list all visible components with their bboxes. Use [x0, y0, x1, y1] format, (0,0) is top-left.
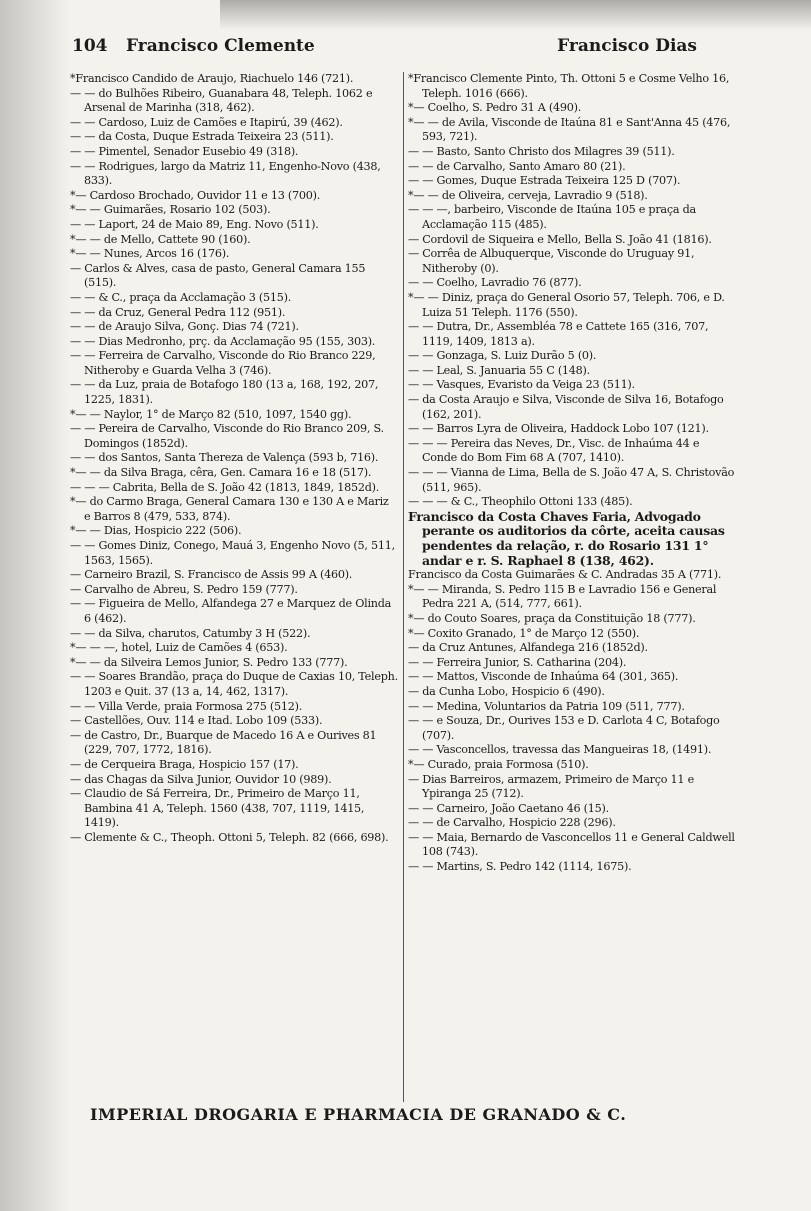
directory-entry: — Dias Barreiros, armazem, Primeiro de Março 11 e Ypiranga 25 (712).: [408, 772, 694, 801]
directory-entry: — — da Luz, praia de Botafogo 180 (13 a, 168, 192, 207, 1225, 1831).: [70, 378, 379, 407]
directory-entry: — — Basto, Santo Christo dos Milagres 39 (511).: [408, 144, 675, 158]
directory-entry: *— Cardoso Brochado, Ouvidor 11 e 13 (700).: [70, 188, 321, 202]
directory-entry: — — — Pereira das Neves, Dr., Visc. de Inhaúma 44 e Conde do Bom Fim 68 A (707, 1410).: [408, 436, 700, 465]
directory-entry: *Francisco Candido de Araujo, Riachuelo 146 (721).: [70, 72, 354, 85]
directory-entry: — — Gomes, Duque Estrada Teixeira 125 D (707).: [408, 174, 681, 188]
directory-entry: — — da Silva, charutos, Catumby 3 H (522).: [70, 626, 311, 640]
directory-entry: *— do Couto Soares, praça da Constituição 18 (777).: [408, 611, 696, 625]
column-divider: [403, 72, 404, 1102]
directory-entry: — Cordovil de Siqueira e Mello, Bella S. João 41 (1816).: [408, 232, 712, 246]
directory-entry: Francisco da Costa Chaves Faria, Advogado perante os auditorios da côrte, aceita causas pendentes da relação, r. do Rosario 131 1° andar e r. S. Raphael 8 (138, 462).: [408, 508, 725, 568]
directory-entry: — — — & C., Theophilo Ottoni 133 (485).: [408, 495, 633, 509]
directory-entry: *— do Carmo Braga, General Camara 130 e 130 A e Mariz e Barros 8 (479, 533, 874).: [70, 495, 389, 523]
directory-entry: — — Gomes Diniz, Conego, Mauá 3, Engenho Novo (5, 511, 1563, 1565).: [70, 539, 395, 567]
directory-entry: — Claudio de Sá Ferreira, Dr., Primeiro de Março 11, Bambina 41 A, Teleph. 1560 (438, 707, 1119, 1415, 1419).: [70, 787, 365, 830]
directory-entry: *— — de Oliveira, cerveja, Lavradio 9 (518).: [408, 188, 648, 202]
directory-entry: — — Villa Verde, praia Formosa 275 (512).: [70, 699, 303, 713]
directory-entry: — — & C., praça da Acclamação 3 (515).: [70, 290, 292, 304]
directory-entry: *— Curado, praia Formosa (510).: [408, 757, 589, 771]
left-column: [70, 72, 398, 845]
directory-entry: — — de Carvalho, Hospicio 228 (296).: [408, 816, 616, 830]
directory-entry: — — —, barbeiro, Visconde de Itaúna 105 e praça da Acclamação 115 (485).: [408, 203, 696, 231]
directory-entry: — — da Cruz, General Pedra 112 (951).: [70, 305, 286, 319]
directory-entry: — — Laport, 24 de Maio 89, Eng. Novo (511).: [70, 217, 319, 231]
directory-entry: *— — de Avila, Visconde de Itaúna 81 e Sant'Anna 45 (476, 593, 721).: [408, 115, 731, 144]
directory-entry: — — Vasques, Evaristo da Veiga 23 (511).: [408, 378, 635, 392]
directory-entry: — de Castro, Dr., Buarque de Macedo 16 A e Ourives 81 (229, 707, 1772, 1816).: [70, 728, 377, 757]
directory-entry: — — Ferreira de Carvalho, Visconde do Rio Branco 229, Nitheroby e Guarda Velha 3 (746).: [70, 349, 376, 377]
directory-entry: *— — Guimarães, Rosario 102 (503).: [70, 203, 271, 217]
directory-entry: — — dos Santos, Santa Thereza de Valença (593 b, 716).: [70, 451, 379, 465]
page-number: 104: [72, 36, 108, 56]
directory-entry: — — Medina, Voluntarios da Patria 109 (511, 777).: [408, 699, 685, 713]
directory-entry: — — Gonzaga, S. Luiz Durão 5 (0).: [408, 349, 597, 363]
advertisement-footer: IMPERIAL DROGARIA E PHARMACIA DE GRANADO & C.: [90, 1105, 627, 1124]
page-shadow-left: [0, 0, 70, 1211]
directory-entry: — Clemente & C., Theoph. Ottoni 5, Teleph. 82 (666, 698).: [70, 830, 389, 844]
directory-entry: *— — da Silveira Lemos Junior, S. Pedro 133 (777).: [70, 655, 348, 669]
directory-entry: — — Mattos, Visconde de Inhaúma 64 (301, 365).: [408, 670, 679, 684]
directory-entry: — — — Cabrita, Bella de S. João 42 (1813, 1849, 1852d).: [70, 480, 380, 494]
directory-entry: *— Coxito Granado, 1° de Março 12 (550).: [408, 626, 640, 640]
directory-entry: — — Pereira de Carvalho, Visconde do Rio Branco 209, S. Domingos (1852d).: [70, 422, 384, 450]
directory-entry: *— — Dias, Hospicio 222 (506).: [70, 524, 242, 538]
directory-entry: — — e Souza, Dr., Ourives 153 e D. Carlota 4 C, Botafogo (707).: [408, 714, 720, 742]
directory-entry: *— — de Mello, Cattete 90 (160).: [70, 232, 251, 246]
directory-entry: — — Coelho, Lavradio 76 (877).: [408, 276, 582, 290]
directory-entry: — — Cardoso, Luiz de Camões e Itapirú, 39 (462).: [70, 115, 343, 129]
directory-entry: — das Chagas da Silva Junior, Ouvidor 10 (989).: [70, 772, 332, 786]
directory-entry: — — Pimentel, Senador Eusebio 49 (318).: [70, 144, 299, 158]
directory-entry: — — Vasconcellos, travessa das Mangueiras 18, (1491).: [408, 743, 712, 757]
directory-entry: — — Barros Lyra de Oliveira, Haddock Lobo 107 (121).: [408, 422, 709, 436]
directory-entry: *— — Nunes, Arcos 16 (176).: [70, 247, 230, 261]
directory-entry: — — Rodrigues, largo da Matriz 11, Engenho-Novo (438, 833).: [70, 159, 381, 188]
directory-entry: — — Dias Medronho, prç. da Acclamação 95 (155, 303).: [70, 334, 376, 348]
directory-entry: — — Figueira de Mello, Alfandega 27 e Marquez de Olinda 6 (462).: [70, 597, 392, 625]
running-header: [72, 36, 727, 60]
directory-entry: — — Maia, Bernardo de Vasconcellos 11 e General Caldwell 108 (743).: [408, 830, 735, 859]
directory-entry: — — de Araujo Silva, Gonç. Dias 74 (721).: [70, 320, 299, 334]
directory-entry: — Carlos & Alves, casa de pasto, General Camara 155 (515).: [70, 261, 366, 290]
directory-entry: — — de Carvalho, Santo Amaro 80 (21).: [408, 159, 626, 173]
directory-entry: Francisco da Costa Guimarães & C. Andradas 35 A (771).: [408, 568, 722, 582]
directory-entry: *— — Diniz, praça do General Osorio 57, Teleph. 706, e D. Luiza 51 Teleph. 1176 (550).: [408, 290, 725, 319]
directory-entry: — — Soares Brandão, praça do Duque de Caxias 10, Teleph. 1203 e Quit. 37 (13 a, 14, 462, 1317).: [70, 670, 398, 698]
directory-entry: — da Costa Araujo e Silva, Visconde de Silva 16, Botafogo (162, 201).: [408, 393, 724, 421]
directory-entry: — — Martins, S. Pedro 142 (1114, 1675).: [408, 860, 632, 874]
directory-entry: — Castellões, Ouv. 114 e Itad. Lobo 109 (533).: [70, 714, 323, 728]
directory-entry: *— Coelho, S. Pedro 31 A (490).: [408, 101, 582, 115]
directory-entry: — — Carneiro, João Caetano 46 (15).: [408, 801, 609, 815]
header-left-name: Francisco Clemente: [126, 36, 315, 56]
directory-entry: — — Dutra, Dr., Assembléa 78 e Cattete 165 (316, 707, 1119, 1409, 1813 a).: [408, 320, 709, 348]
directory-entry: — — Leal, S. Januaria 55 C (148).: [408, 363, 590, 377]
directory-entry: — de Cerqueira Braga, Hospicio 157 (17).: [70, 757, 299, 771]
directory-entry: *— — da Silva Braga, cêra, Gen. Camara 16 e 18 (517).: [70, 466, 372, 480]
right-column: [408, 72, 736, 875]
directory-entry: *— — Naylor, 1° de Março 82 (510, 1097, 1540 gg).: [70, 407, 352, 421]
directory-entry: — — da Costa, Duque Estrada Teixeira 23 (511).: [70, 130, 334, 144]
page-shadow-top: [220, 0, 811, 30]
directory-entry: *— — Miranda, S. Pedro 115 B e Lavradio 156 e General Pedra 221 A, (514, 777, 661).: [408, 582, 717, 611]
directory-entry: — Carvalho de Abreu, S. Pedro 159 (777).: [70, 582, 298, 596]
directory-entry: — Carneiro Brazil, S. Francisco de Assis 99 A (460).: [70, 568, 353, 582]
directory-entry: — Corrêa de Albuquerque, Visconde do Uruguay 91, Nitheroby (0).: [408, 247, 695, 275]
directory-entry: — da Cunha Lobo, Hospicio 6 (490).: [408, 684, 605, 698]
header-right-name: Francisco Dias: [557, 36, 697, 56]
directory-entry: — da Cruz Antunes, Alfandega 216 (1852d).: [408, 641, 648, 655]
directory-entry: — — do Bulhões Ribeiro, Guanabara 48, Teleph. 1062 e Arsenal de Marinha (318, 462).: [70, 86, 373, 115]
directory-entry: *— — —, hotel, Luiz de Camões 4 (653).: [70, 641, 288, 655]
directory-entry: — — — Vianna de Lima, Bella de S. João 47 A, S. Christovão (511, 965).: [408, 466, 735, 494]
directory-entry: *Francisco Clemente Pinto, Th. Ottoni 5 e Cosme Velho 16, Teleph. 1016 (666).: [408, 72, 730, 100]
directory-entry: — — Ferreira Junior, S. Catharina (204).: [408, 655, 627, 669]
